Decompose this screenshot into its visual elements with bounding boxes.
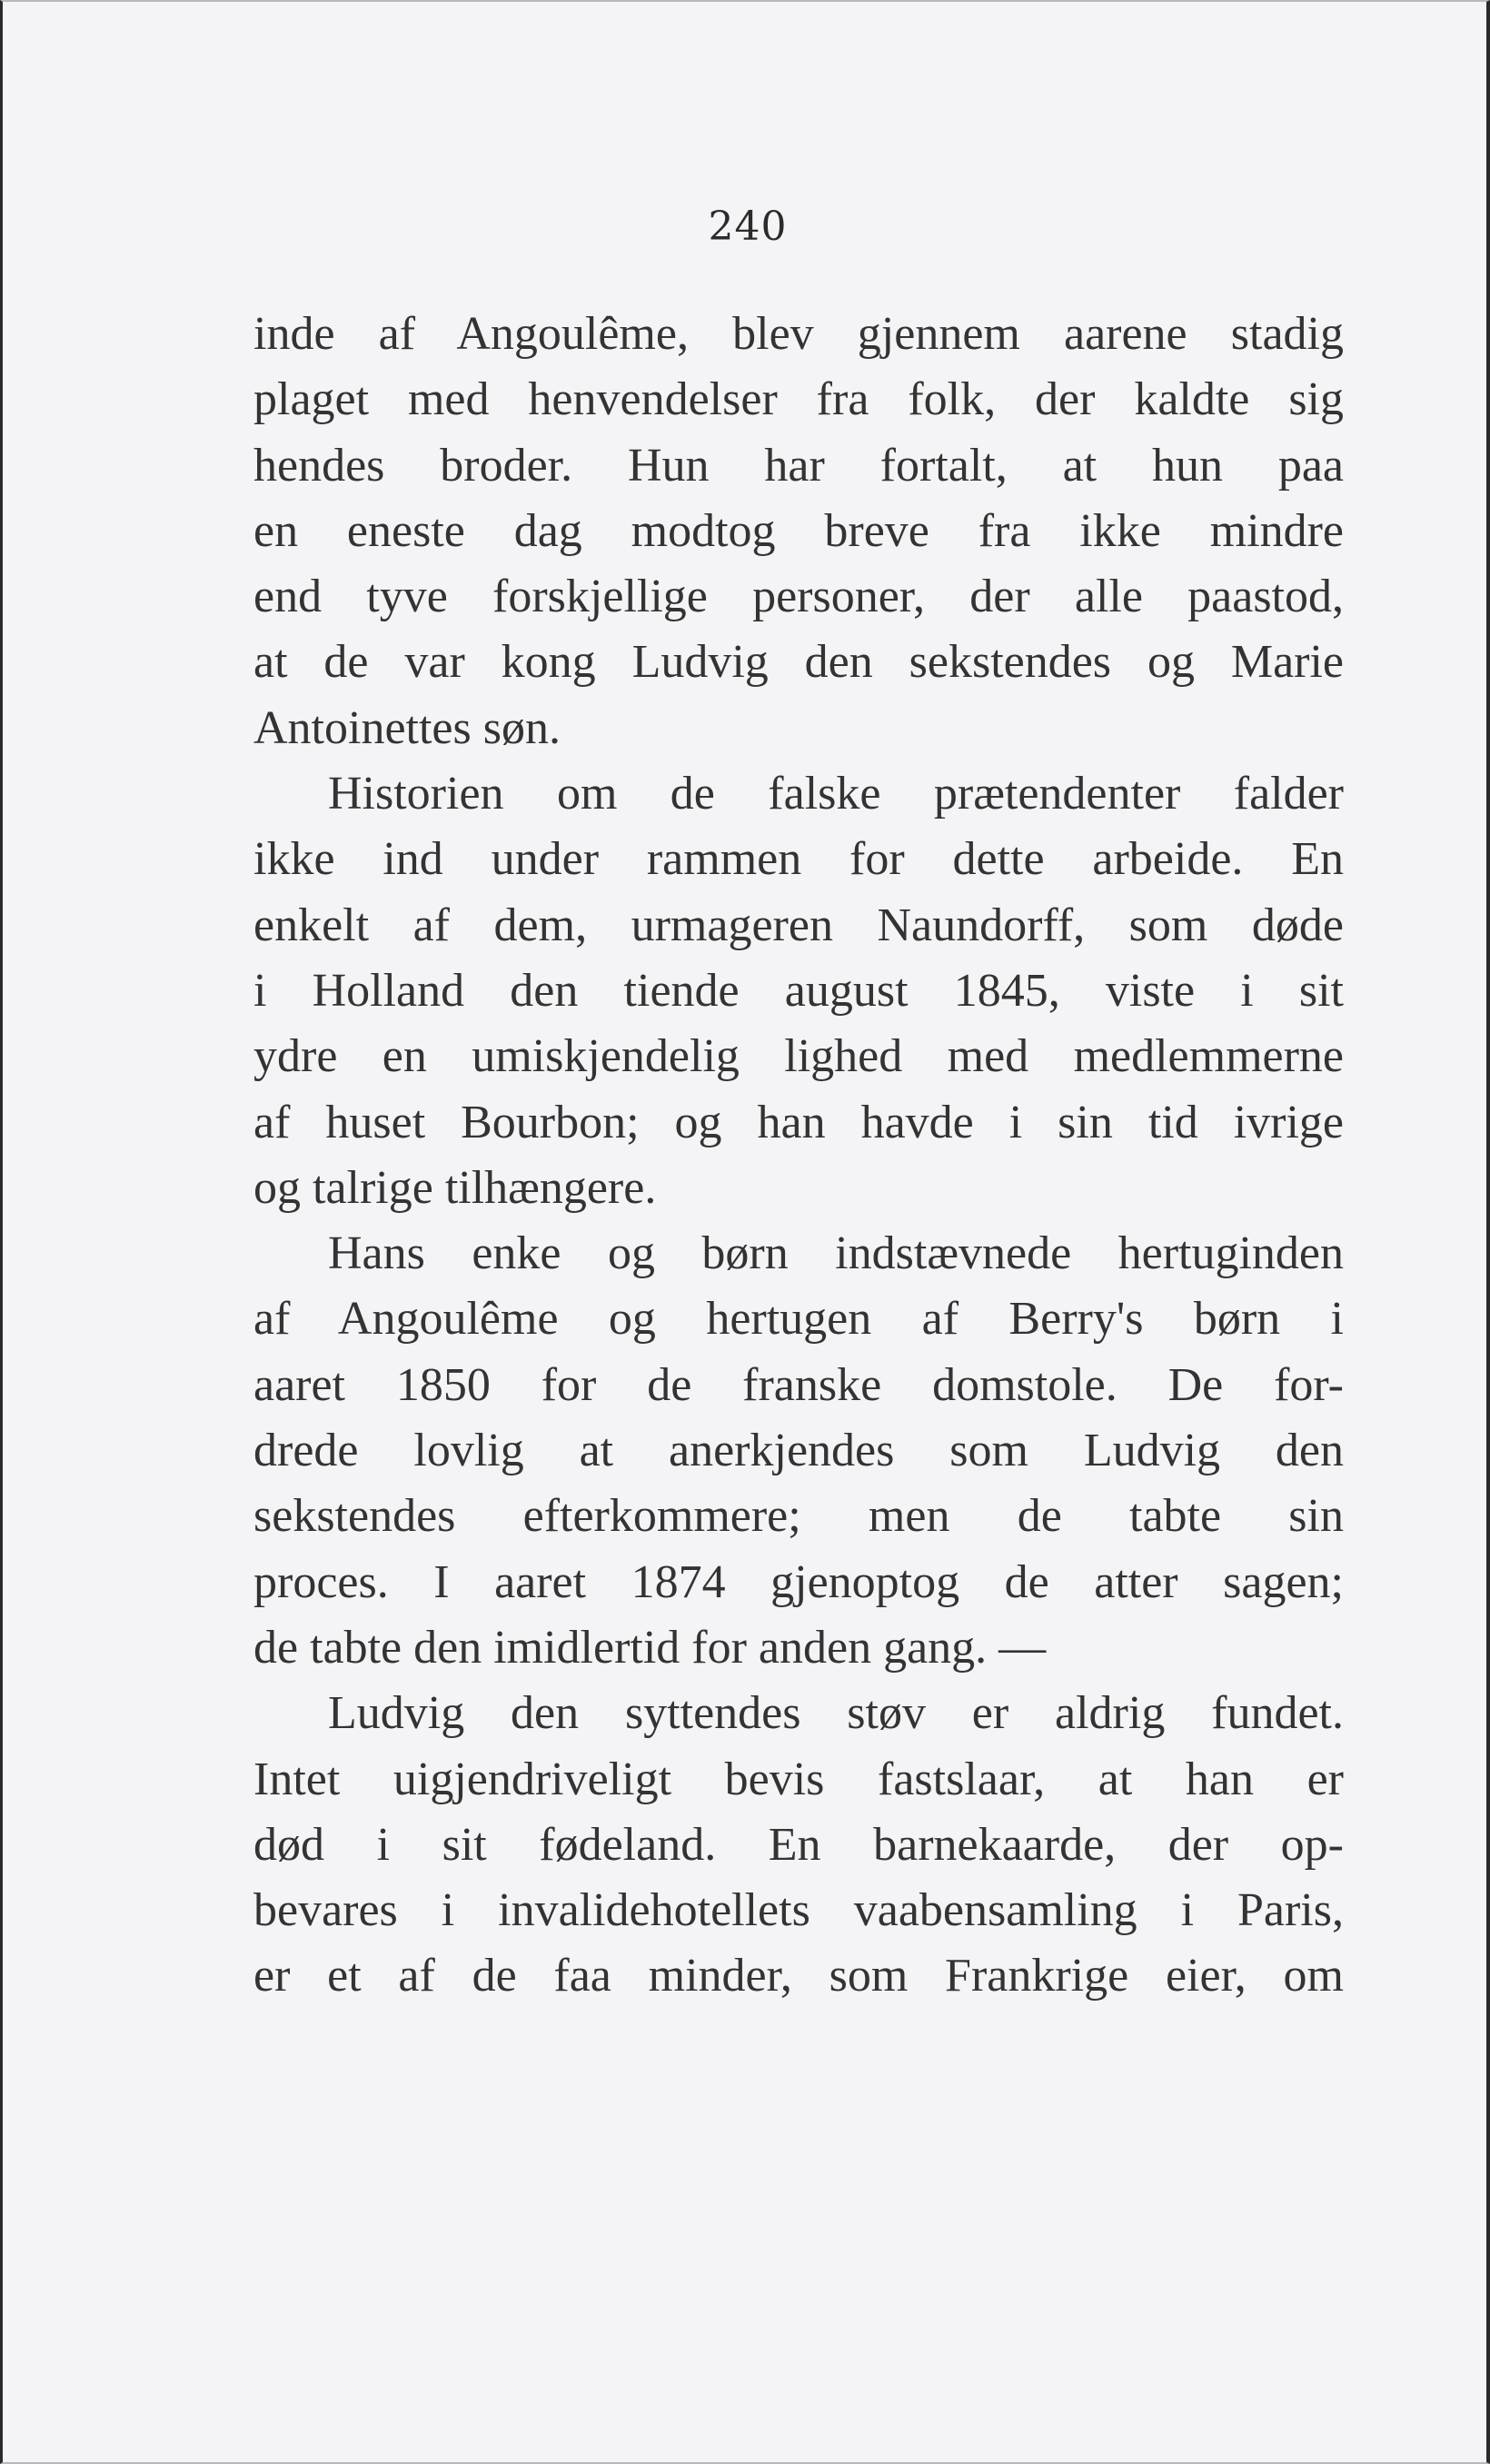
text-line: Historien om de falske prætendenter falder <box>328 768 1344 820</box>
text-line: aaret 1850 for de franske domstole. De for- <box>253 1358 1344 1411</box>
paragraph <box>253 1681 1344 2009</box>
text-line: inde af Angoulême, blev gjennem aarene stadig <box>253 308 1344 360</box>
text-line: plaget med henvendelser fra folk, der kaldte sig <box>253 373 1344 426</box>
text-line: af huset Bourbon; og han havde i sin tid ivrige <box>253 1096 1344 1148</box>
text-line: ikke ind under rammen for dette arbeide. En <box>253 833 1344 886</box>
text-line: end tyve forskjellige personer, der alle paastod, <box>253 571 1344 623</box>
text-line: en eneste dag modtog breve fra ikke mindre <box>253 504 1344 557</box>
text-line: i Holland den tiende august 1845, viste i sit <box>253 964 1344 1017</box>
text-line: Hans enke og børn indstævnede hertuginden <box>328 1227 1344 1280</box>
text-line: at de var kong Ludvig den sekstendes og Marie <box>253 636 1344 689</box>
text-line: Intet uigjendriveligt bevis fastslaar, at han er <box>253 1753 1344 1805</box>
text-line: drede lovlig at anerkjendes som Ludvig den <box>253 1425 1344 1477</box>
text-line: Antoinettes søn. <box>253 701 561 754</box>
text-line: af Angoulême og hertugen af Berry's børn i <box>253 1293 1344 1346</box>
text-line: sekstendes efterkommere; men de tabte sin <box>253 1490 1344 1543</box>
text-line: enkelt af dem, urmageren Naundorff, som døde <box>253 899 1344 951</box>
body-text <box>253 302 1344 2010</box>
paragraph <box>253 761 1344 1221</box>
text-line: de tabte den imidlertid for anden gang. — <box>253 1621 1047 1674</box>
text-line: Ludvig den syttendes støv er aldrig fundet. <box>328 1687 1344 1740</box>
text-line: proces. I aaret 1874 gjenoptog de atter sagen; <box>253 1555 1344 1608</box>
text-line: ydre en umiskjendelig lighed med medlemmerne <box>253 1030 1344 1083</box>
text-line: og talrige tilhængere. <box>253 1161 657 1214</box>
paragraph <box>253 1221 1344 1681</box>
text-line: hendes broder. Hun har fortalt, at hun paa <box>253 439 1344 492</box>
text-line: død i sit fødeland. En barnekaarde, der op- <box>253 1818 1344 1871</box>
text-line: bevares i invalidehotellets vaabensamling i Paris, <box>253 1884 1344 1937</box>
text-line: er et af de faa minder, som Frankrige eier, om <box>253 1950 1344 2002</box>
paragraph <box>253 302 1344 761</box>
page-number: 240 <box>708 204 788 250</box>
